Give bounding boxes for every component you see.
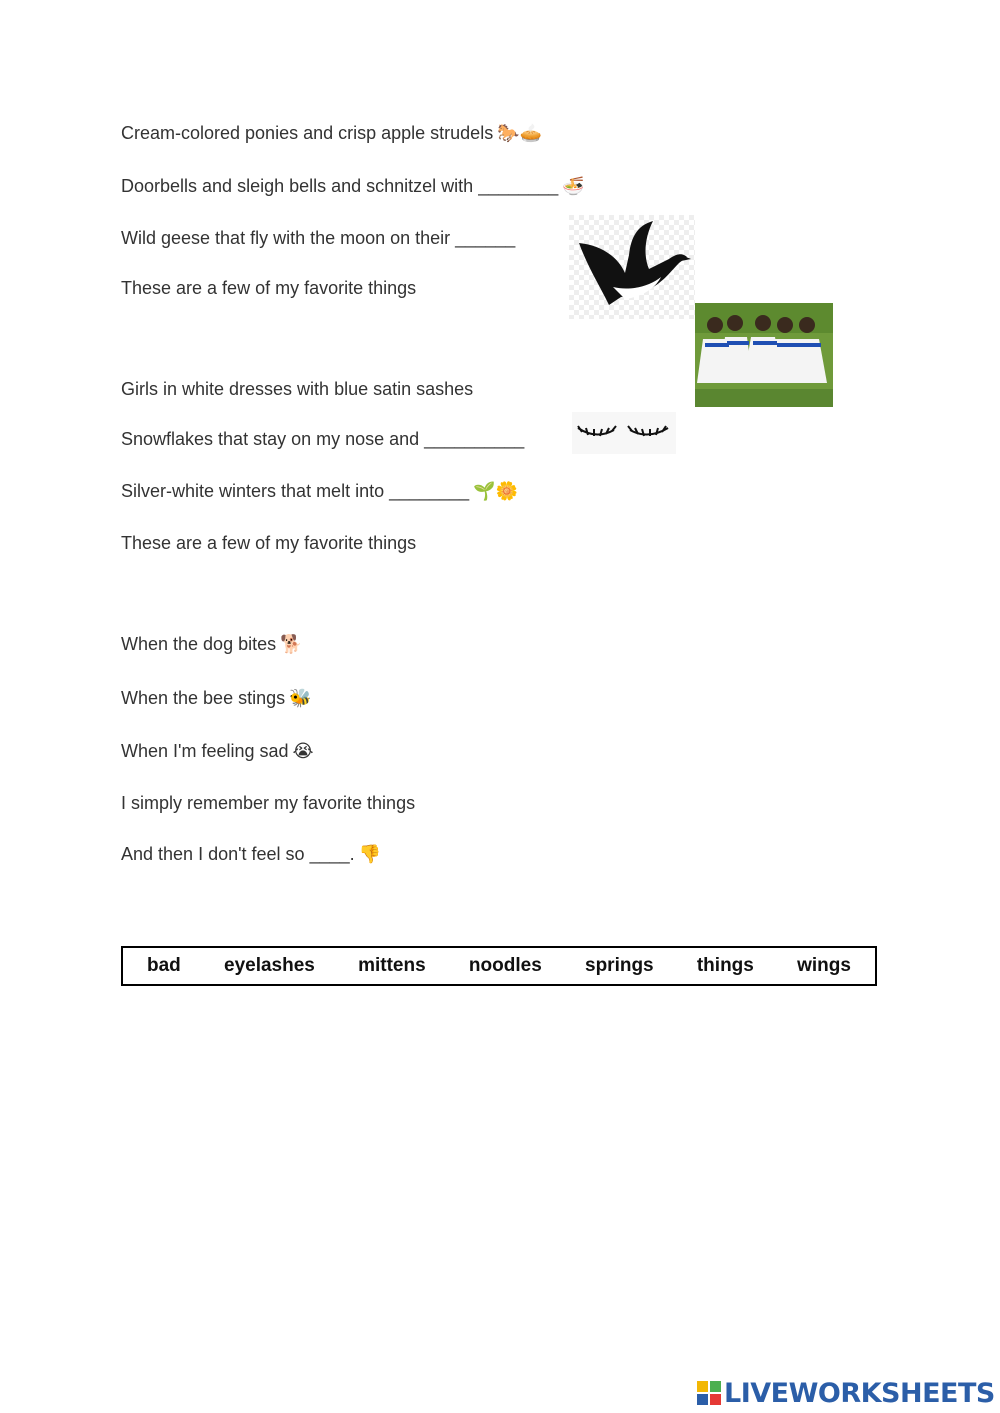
lyric-line-13: And then I don't feel so ____. 👎 xyxy=(121,844,382,865)
girls-white-dresses-image xyxy=(695,303,833,407)
bee-emoji: 🐝 xyxy=(289,688,312,709)
word-bank-item[interactable]: noodles xyxy=(468,955,542,976)
lyric-line-9: When the dog bites 🐕 xyxy=(121,634,303,655)
word-bank-item[interactable]: mittens xyxy=(358,955,426,976)
word-bank-item[interactable]: springs xyxy=(585,955,654,976)
word-bank-item[interactable]: eyelashes xyxy=(224,955,315,976)
brand-name: LIVEWORKSHEETS xyxy=(724,1377,995,1409)
eyelashes-image xyxy=(572,412,676,454)
lyric-line-7: Silver-white winters that melt into ________ 🌱🌼 xyxy=(121,481,519,502)
lyric-line-12: I simply remember my favorite things xyxy=(121,793,416,813)
noodles-emoji: 🍜 xyxy=(562,176,585,197)
lyric-line-3: Wild geese that fly with the moon on their ______ xyxy=(121,228,516,248)
lyric-line-4: These are a few of my favorite things xyxy=(121,278,417,298)
lyric-line-1: Cream-colored ponies and crisp apple strudels 🐎🥧 xyxy=(121,123,543,144)
flying-geese-image xyxy=(569,215,695,319)
thumbs-down-emoji: 👎 xyxy=(358,844,382,865)
lyric-line-11: When I'm feeling sad 😭 xyxy=(121,741,314,762)
lyric-line-6: Snowflakes that stay on my nose and __________ xyxy=(121,429,525,449)
word-bank xyxy=(121,946,877,986)
sprout-flower-emoji: 🌱🌼 xyxy=(473,481,519,502)
dog-emoji: 🐕 xyxy=(280,634,303,655)
lyric-line-8: These are a few of my favorite things xyxy=(121,533,417,553)
lyric-line-2: Doorbells and sleigh bells and schnitzel with ________ 🍜 xyxy=(121,176,585,197)
word-bank-item[interactable]: wings xyxy=(797,955,851,976)
liveworksheets-icon xyxy=(697,1381,721,1405)
pony-pie-emoji: 🐎🥧 xyxy=(497,123,543,144)
lyric-line-5: Girls in white dresses with blue satin sashes xyxy=(121,379,474,399)
crying-face-emoji: 😭 xyxy=(292,741,314,762)
liveworksheets-logo xyxy=(697,1378,995,1408)
word-bank-item[interactable]: things xyxy=(696,955,754,976)
lyric-line-10: When the bee stings 🐝 xyxy=(121,688,312,709)
word-bank-item[interactable]: bad xyxy=(147,955,181,976)
